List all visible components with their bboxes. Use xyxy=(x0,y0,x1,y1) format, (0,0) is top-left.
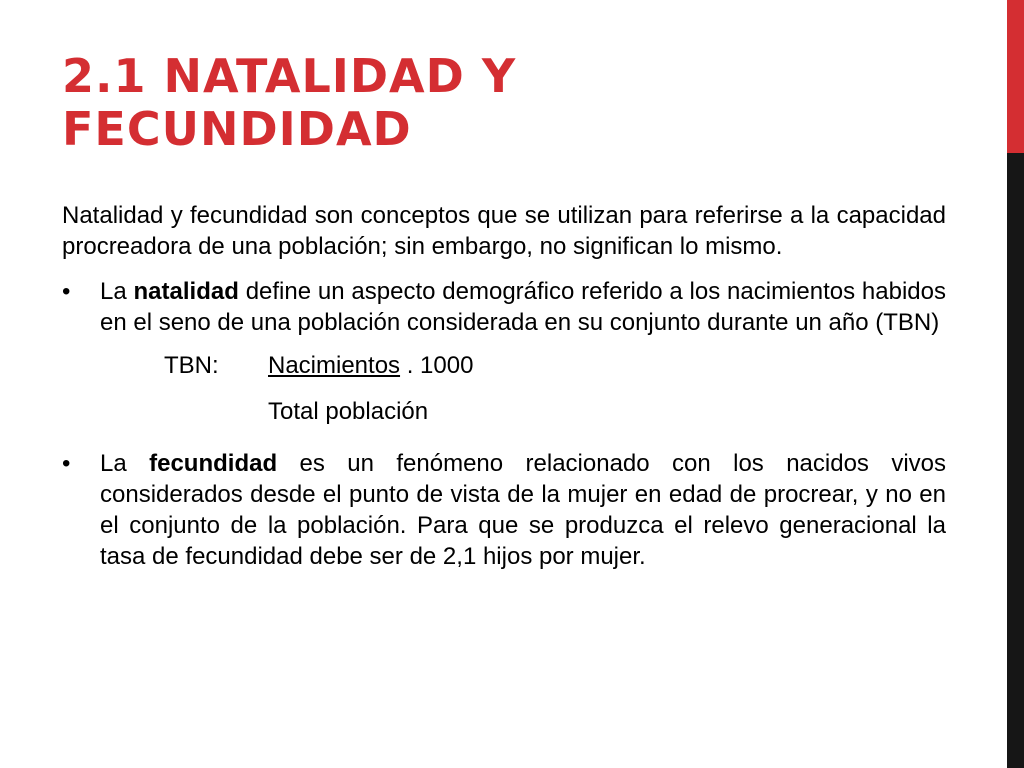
slide-body xyxy=(62,200,946,586)
bullet-lead: La xyxy=(100,450,150,477)
bullet-text: define un aspecto demográfico referido a los nacimientos habidos en el seno de una población considerada en su conjunto durante un año (TBN) xyxy=(100,278,946,336)
bullet-text: es un fenómeno relacionado con los nacidos vivos considerados desde el punto de vista de la mujer en edad de procrear, y no en el conjunto de la población. Para que se produzca el relevo generacional la tasa de fecundidad debe ser de 2,1 hijos por mujer. xyxy=(100,450,946,570)
formula-numerator xyxy=(268,350,473,381)
formula-multiplier: . 1000 xyxy=(400,352,474,379)
slide-title xyxy=(62,50,962,156)
bullet-lead: La xyxy=(100,278,134,305)
intro-paragraph: Natalidad y fecundidad son conceptos que se utilizan para referirse a la capacidad procreadora de una población; sin embargo, no significan lo mismo. xyxy=(62,202,946,260)
formula-denominator: Total población xyxy=(268,398,429,425)
formula-numerator-term: Nacimientos xyxy=(268,352,401,379)
bullet-natalidad xyxy=(62,276,946,338)
accent-bar-dark xyxy=(1007,153,1024,768)
term-fecundidad: fecundidad xyxy=(149,450,278,477)
bullet-marker: • xyxy=(62,278,71,305)
bullet-fecundidad xyxy=(62,448,946,572)
tbn-formula xyxy=(62,350,946,442)
slide-title-line2: FECUNDIDAD xyxy=(62,102,412,156)
accent-bar-red xyxy=(1007,0,1024,153)
accent-bar xyxy=(1007,0,1024,768)
term-natalidad: natalidad xyxy=(133,278,239,305)
formula-label: TBN: xyxy=(164,352,219,379)
slide-title-line1: 2.1 NATALIDAD Y xyxy=(62,49,517,103)
bullet-marker: • xyxy=(62,450,71,477)
